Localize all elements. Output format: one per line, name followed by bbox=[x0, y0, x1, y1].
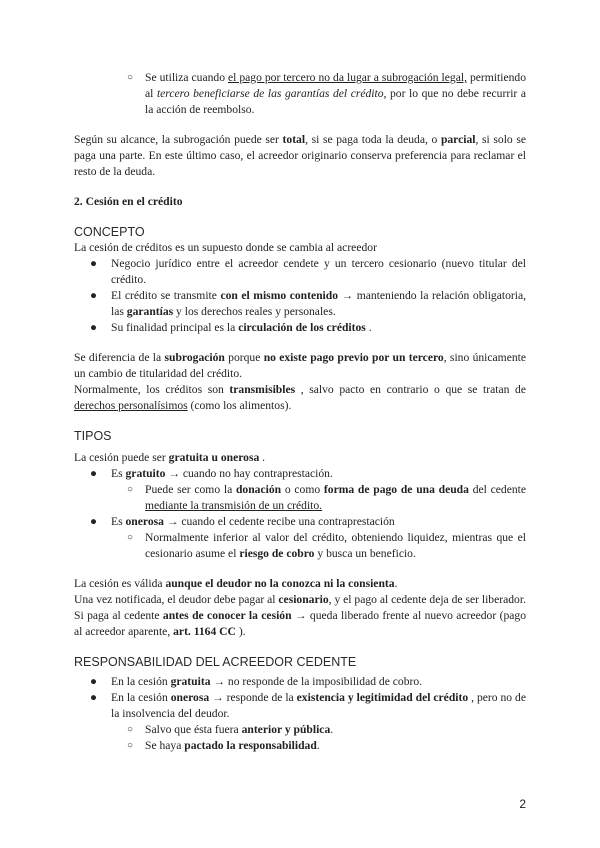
bullet-icon: ● bbox=[90, 321, 98, 334]
document-page bbox=[74, 66, 526, 754]
circle-bullet-icon: ○ bbox=[127, 740, 134, 751]
list-item: ● Negocio jurídico entre el acreedor cendete y un tercero cesionario (nuevo titular del crédito. bbox=[90, 257, 526, 286]
list-item: ○ Se utiliza cuando el pago por tercero no da lugar a subrogación legal, permitiendo al tercero beneficiarse de las garantías del crédito, por lo que no debe recurrir a la acción de reembolso. bbox=[127, 71, 526, 116]
tipos-heading: TIPOS bbox=[74, 429, 112, 443]
top-list bbox=[74, 70, 526, 118]
circle-bullet-icon: ○ bbox=[127, 532, 134, 543]
bullet-icon: ● bbox=[90, 515, 98, 528]
circle-bullet-icon: ○ bbox=[127, 724, 134, 735]
tipos-intro: La cesión puede ser gratuita u onerosa . bbox=[74, 451, 266, 464]
responsabilidad-list bbox=[74, 674, 526, 754]
page-number: 2 bbox=[519, 797, 526, 811]
section-title: 2. Cesión en el crédito bbox=[74, 195, 183, 208]
list-item: ● En la cesión onerosa → responde de la existencia y legitimidad del crédito , pero no de la insolvencia del deudor. bbox=[90, 691, 527, 720]
list-item: ● Es gratuito → cuando no hay contraprestación. bbox=[90, 467, 333, 480]
list-item: ● En la cesión gratuita → no responde de la imposibilidad de cobro. bbox=[90, 675, 423, 688]
tipos-list bbox=[74, 466, 526, 562]
paragraph-pago-cedente: Si paga al cedente antes de conocer la cesión → queda liberado frente al nuevo acreedor (pago al acreedor aparente, art. 1164 CC ). bbox=[74, 609, 526, 638]
bullet-icon: ● bbox=[90, 289, 98, 302]
bullet-icon: ● bbox=[90, 467, 98, 480]
concepto-heading: CONCEPTO bbox=[74, 225, 145, 239]
list-item: ○ Salvo que ésta fuera anterior y pública. bbox=[127, 723, 334, 736]
list-item: ● Su finalidad principal es la circulación de los créditos . bbox=[90, 321, 372, 334]
paragraph-transmisibles: Normalmente, los créditos son transmisibles , salvo pacto en contrario o que se tratan de derechos personalísimos (como los alimentos). bbox=[74, 383, 527, 412]
list-item: ● El crédito se transmite con el mismo contenido → manteniendo la relación obligatoria, las garantías y los derechos reales y personales. bbox=[90, 289, 527, 318]
list-item: ○ Normalmente inferior al valor del crédito, obteniendo liquidez, mientras que el cesionario asume el riesgo de cobro y busca un beneficio. bbox=[127, 531, 526, 560]
paragraph-notificada: Una vez notificada, el deudor debe pagar al cesionario, y el pago al cedente deja de ser liberador. bbox=[74, 593, 526, 606]
list-item: ● Es onerosa → cuando el cedente recibe una contraprestación bbox=[90, 515, 395, 528]
paragraph-diferencia: Se diferencia de la subrogación porque no existe pago previo por un tercero, sino únicamente un cambio de titularidad del crédito. bbox=[74, 351, 527, 380]
concepto-list bbox=[74, 256, 526, 336]
bullet-icon: ● bbox=[90, 257, 98, 270]
circle-bullet-icon: ○ bbox=[127, 484, 134, 495]
paragraph-alcance: Según su alcance, la subrogación puede ser total, si se paga toda la deuda, o parcial, si solo se paga una parte. En este último caso, el acreedor originario conserva preferencia para reclamar el resto de la deuda. bbox=[74, 133, 526, 178]
bullet-icon: ● bbox=[90, 675, 98, 688]
concepto-intro: La cesión de créditos es un supuesto donde se cambia al acreedor bbox=[74, 241, 377, 254]
circle-bullet-icon: ○ bbox=[127, 72, 134, 83]
list-item: ○ Puede ser como la donación o como forma de pago de una deuda del cedente mediante la transmisión de un crédito. bbox=[127, 483, 527, 512]
bullet-icon: ● bbox=[90, 691, 98, 704]
paragraph-validez: La cesión es válida aunque el deudor no la conozca ni la consienta. bbox=[74, 577, 398, 590]
responsabilidad-heading: RESPONSABILIDAD DEL ACREEDOR CEDENTE bbox=[74, 655, 357, 669]
list-item: ○ Se haya pactado la responsabilidad. bbox=[127, 739, 320, 752]
